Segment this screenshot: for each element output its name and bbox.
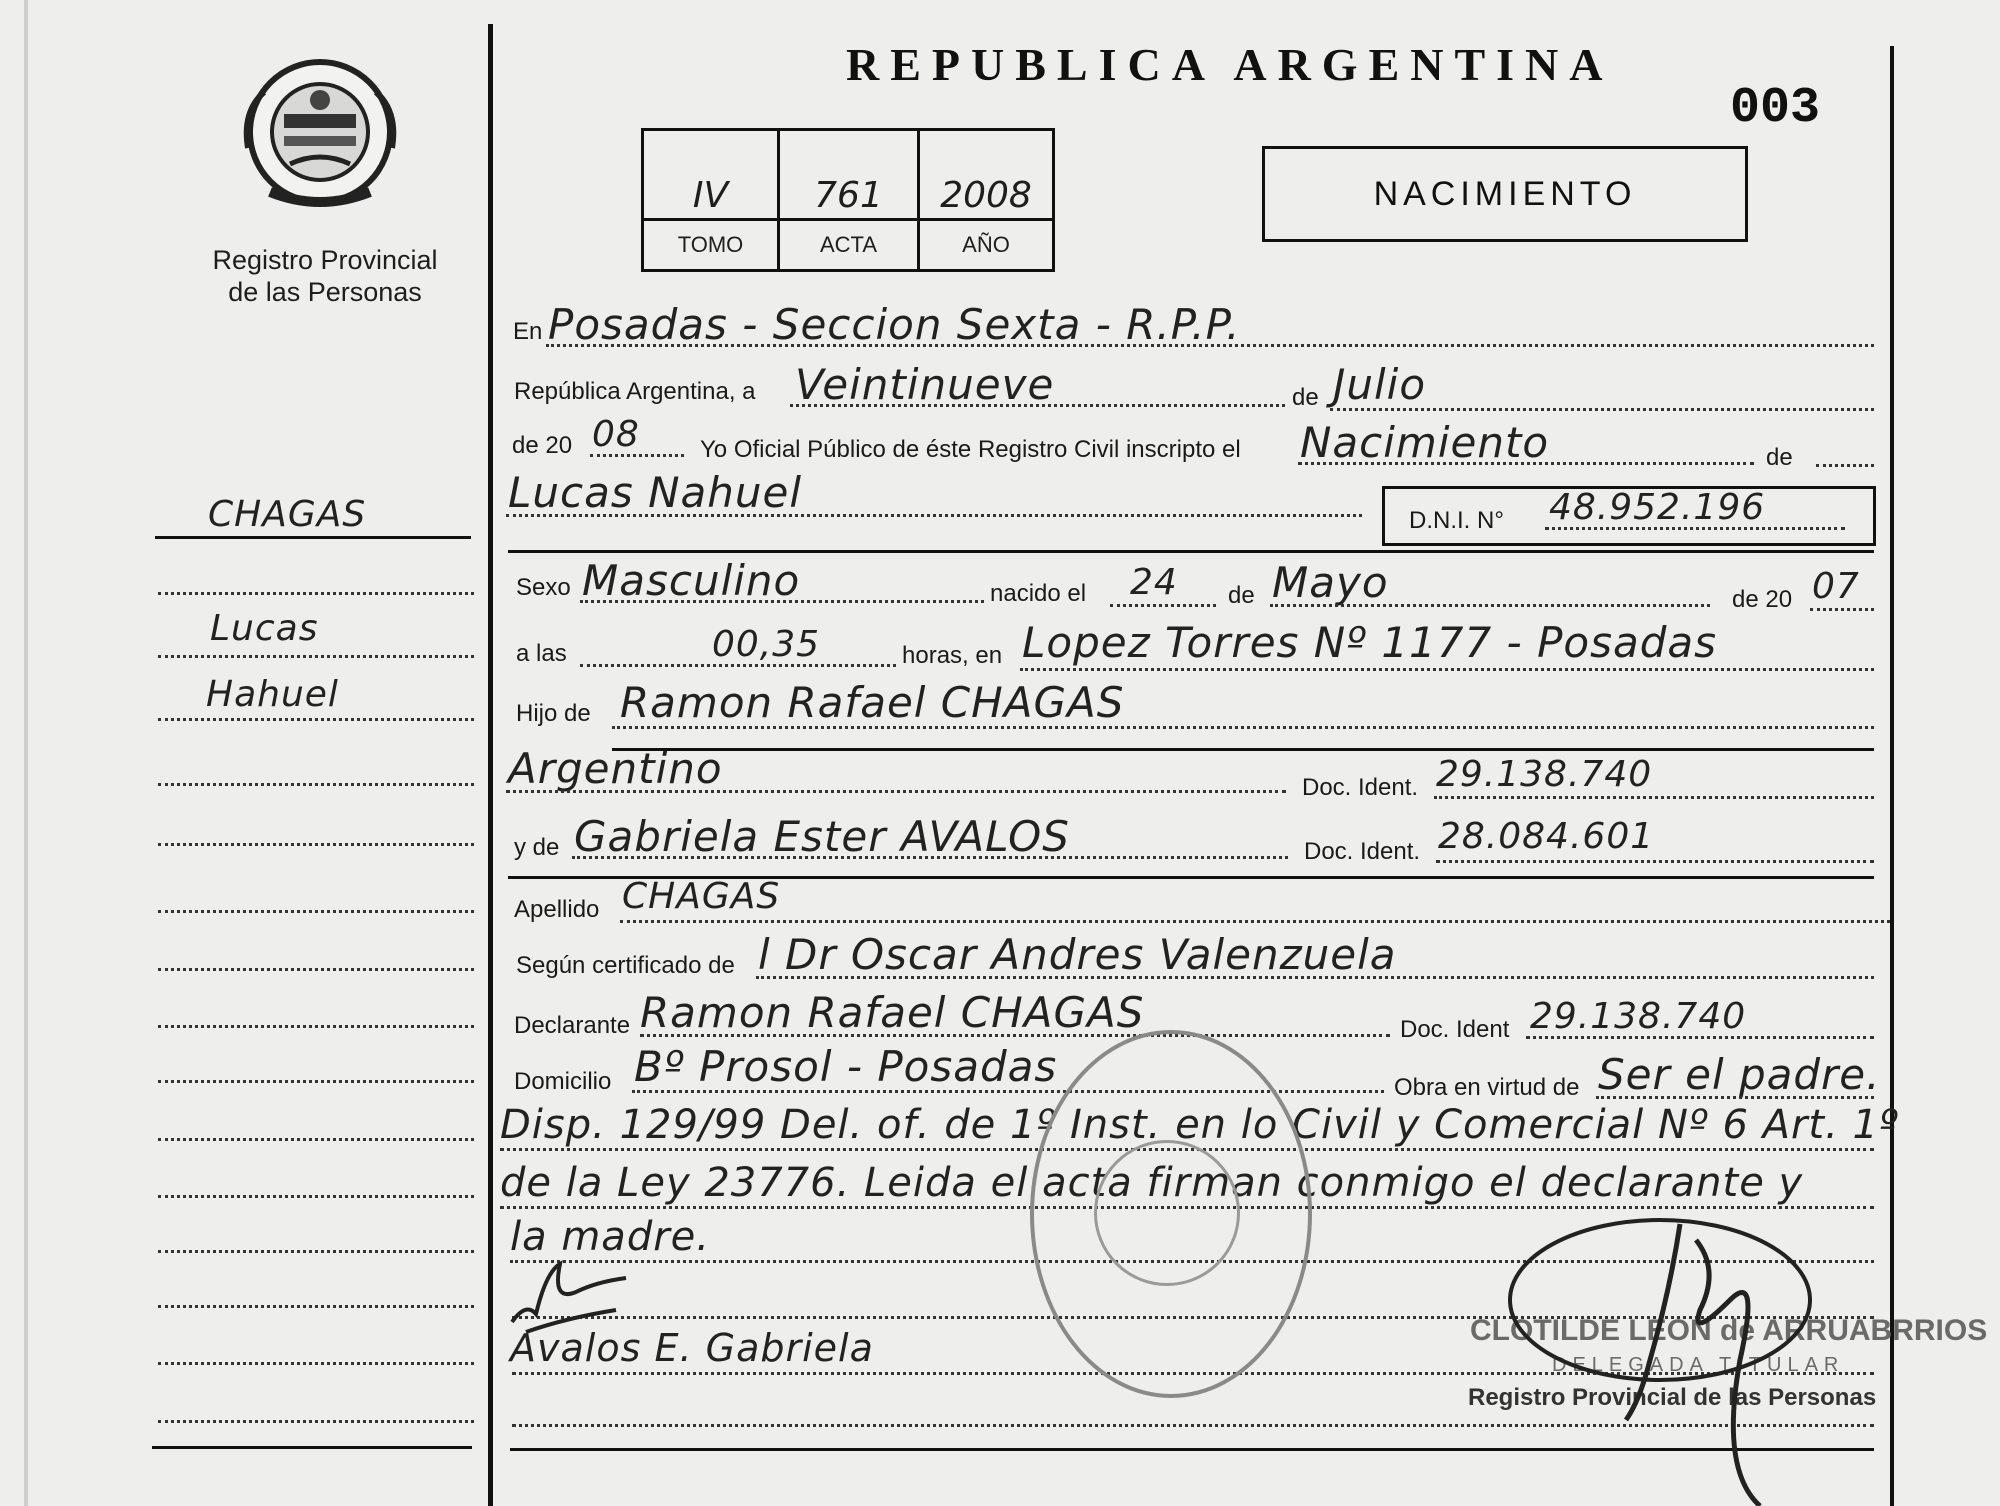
column-divider <box>488 24 493 1506</box>
de-label: de <box>1292 384 1319 411</box>
declarante-label: Declarante <box>514 1012 631 1039</box>
de-label-3: de <box>1228 582 1255 609</box>
margin-line <box>158 1250 474 1253</box>
official-signature-icon <box>1500 1210 1830 1506</box>
page-margin-edge <box>24 0 28 1506</box>
document-type-box: NACIMIENTO <box>1262 146 1748 242</box>
form-line <box>1330 408 1874 411</box>
form-line <box>1270 604 1710 607</box>
certificado-value: l Dr Oscar Andres Valenzuela <box>758 930 1397 979</box>
sexo-label: Sexo <box>516 574 571 601</box>
inscripto-value: Nacimiento <box>1300 418 1550 467</box>
margin-line <box>155 536 471 539</box>
padre-value: Ramon Rafael CHAGAS <box>620 678 1125 727</box>
tomo-label: TOMO <box>644 221 780 269</box>
margin-line <box>158 1362 474 1365</box>
dni-box <box>1382 486 1876 546</box>
margin-line <box>158 1195 474 1198</box>
year-prefix: de 20 <box>512 432 573 459</box>
child-name: Lucas Nahuel <box>508 468 802 517</box>
form-line <box>580 600 984 603</box>
mother-signature: Avalos E. Gabriela <box>510 1326 874 1370</box>
margin-line <box>158 592 474 595</box>
nacido-year: 07 <box>1812 566 1860 607</box>
dni-value: 48.952.196 <box>1549 487 1766 528</box>
margin-line <box>158 1025 474 1028</box>
section-rule <box>612 748 1874 751</box>
registry-line-1: Registro Provincial <box>212 245 438 275</box>
dni-label: D.N.I. N° <box>1409 507 1504 534</box>
hijo-label: Hijo de <box>516 700 591 727</box>
margin-line <box>158 783 474 786</box>
obra-value: Ser el padre. <box>1598 1050 1881 1099</box>
doc-ident-label-3: Doc. Ident <box>1400 1016 1510 1043</box>
margin-line <box>158 968 474 971</box>
registry-line-2: de las Personas <box>228 277 422 307</box>
form-line <box>506 790 1286 793</box>
margin-line <box>158 910 474 913</box>
acta-label: ACTA <box>780 221 920 269</box>
form-line <box>506 514 1362 517</box>
month-value: Julio <box>1333 360 1427 409</box>
note-line-3: la madre. <box>510 1214 710 1260</box>
year-value: 08 <box>592 414 640 455</box>
note-line-1: Disp. 129/99 Del. of. de 1º Inst. en lo Civil y Comercial Nº 6 Art. 1º <box>500 1102 1899 1148</box>
form-line <box>1816 464 1874 467</box>
yde-label: y de <box>514 834 560 861</box>
obra-label: Obra en virtud de <box>1394 1074 1580 1101</box>
madre-value: Gabriela Ester AVALOS <box>574 812 1070 861</box>
form-line <box>612 726 1874 729</box>
certificate-number: 003 <box>1730 80 1821 137</box>
alas-label: a las <box>516 640 567 667</box>
form-line <box>756 976 1874 979</box>
form-line <box>1810 608 1874 611</box>
form-line <box>1434 796 1874 799</box>
margin-line <box>158 1138 474 1141</box>
de-label-2: de <box>1766 444 1793 471</box>
padre-doc: 29.138.740 <box>1436 754 1653 795</box>
anio-label: AÑO <box>962 232 1010 257</box>
nacido-month: Mayo <box>1272 558 1389 607</box>
apellido-label: Apellido <box>514 896 600 923</box>
tomo-acta-year-box <box>641 128 1055 272</box>
form-line <box>580 664 896 667</box>
margin-line <box>158 718 474 721</box>
madre-doc: 28.084.601 <box>1438 816 1655 857</box>
en-label: En <box>513 318 543 345</box>
margin-line <box>158 1420 474 1423</box>
margin-line <box>152 1446 472 1449</box>
acta-value: 761 <box>780 131 920 221</box>
form-line <box>1436 860 1874 863</box>
doc-ident-label: Doc. Ident. <box>1302 774 1419 801</box>
margin-line <box>158 1305 474 1308</box>
margin-second-name: Hahuel <box>206 674 339 715</box>
declarante-value: Ramon Rafael CHAGAS <box>640 988 1145 1037</box>
margin-line <box>158 843 474 846</box>
horas-en-label: horas, en <box>902 642 1003 669</box>
form-line <box>1110 604 1216 607</box>
hora-value: 00,35 <box>712 624 821 665</box>
section-rule <box>508 550 1874 553</box>
segun-label: Según certificado de <box>516 952 735 979</box>
right-border <box>1890 46 1894 1506</box>
form-line <box>1020 668 1874 671</box>
en-value: Posadas - Seccion Sexta - R.P.P. <box>548 300 1241 349</box>
oficial-label: Yo Oficial Público de éste Registro Civil inscripto el <box>700 436 1241 463</box>
margin-line <box>158 655 474 658</box>
domicilio-label: Domicilio <box>514 1068 612 1095</box>
provincial-crest-icon <box>240 52 400 214</box>
form-line <box>590 454 684 457</box>
form-line <box>572 856 1288 859</box>
declarante-doc: 29.138.740 <box>1530 996 1747 1037</box>
form-line <box>546 344 1874 347</box>
nacido-day: 24 <box>1130 562 1178 603</box>
official-name: CLOTILDE LEON de ARRUABRRIOS <box>1470 1314 1988 1347</box>
form-line <box>790 404 1285 407</box>
margin-surname: CHAGAS <box>208 494 367 535</box>
apellido-value: CHAGAS <box>622 876 781 917</box>
tomo-value: IV <box>644 131 780 221</box>
form-line <box>620 920 1890 923</box>
form-line <box>640 1034 1390 1037</box>
domicilio-value: Bº Prosol - Posadas <box>634 1042 1058 1091</box>
margin-first-name: Lucas <box>210 608 319 649</box>
doc-ident-label-2: Doc. Ident. <box>1304 838 1421 865</box>
form-line <box>1298 462 1754 465</box>
note-line-2: de la Ley 23776. Leida el acta firman conmigo el declarante y <box>500 1160 1804 1206</box>
form-line <box>1526 1036 1874 1039</box>
de20-label: de 20 <box>1732 586 1793 613</box>
republica-label: República Argentina, a <box>514 378 756 405</box>
margin-line <box>158 1080 474 1083</box>
nacido-label: nacido el <box>990 580 1087 607</box>
padre-nacionalidad: Argentino <box>508 744 723 793</box>
form-line <box>1596 1096 1874 1099</box>
day-value: Veintinueve <box>795 360 1055 409</box>
anio-value: 2008 <box>920 131 1052 221</box>
sexo-value: Masculino <box>582 556 801 605</box>
registry-name <box>180 244 470 308</box>
official-registry: Registro Provincial de las Personas <box>1468 1384 1877 1411</box>
country-title: REPUBLICA ARGENTINA <box>846 39 1614 90</box>
lugar-value: Lopez Torres Nº 1177 - Posadas <box>1022 618 1717 667</box>
official-title: DELEGADA TITULAR <box>1552 1354 1845 1376</box>
stamp-inner-seal <box>1094 1140 1240 1286</box>
form-line <box>1545 527 1845 530</box>
